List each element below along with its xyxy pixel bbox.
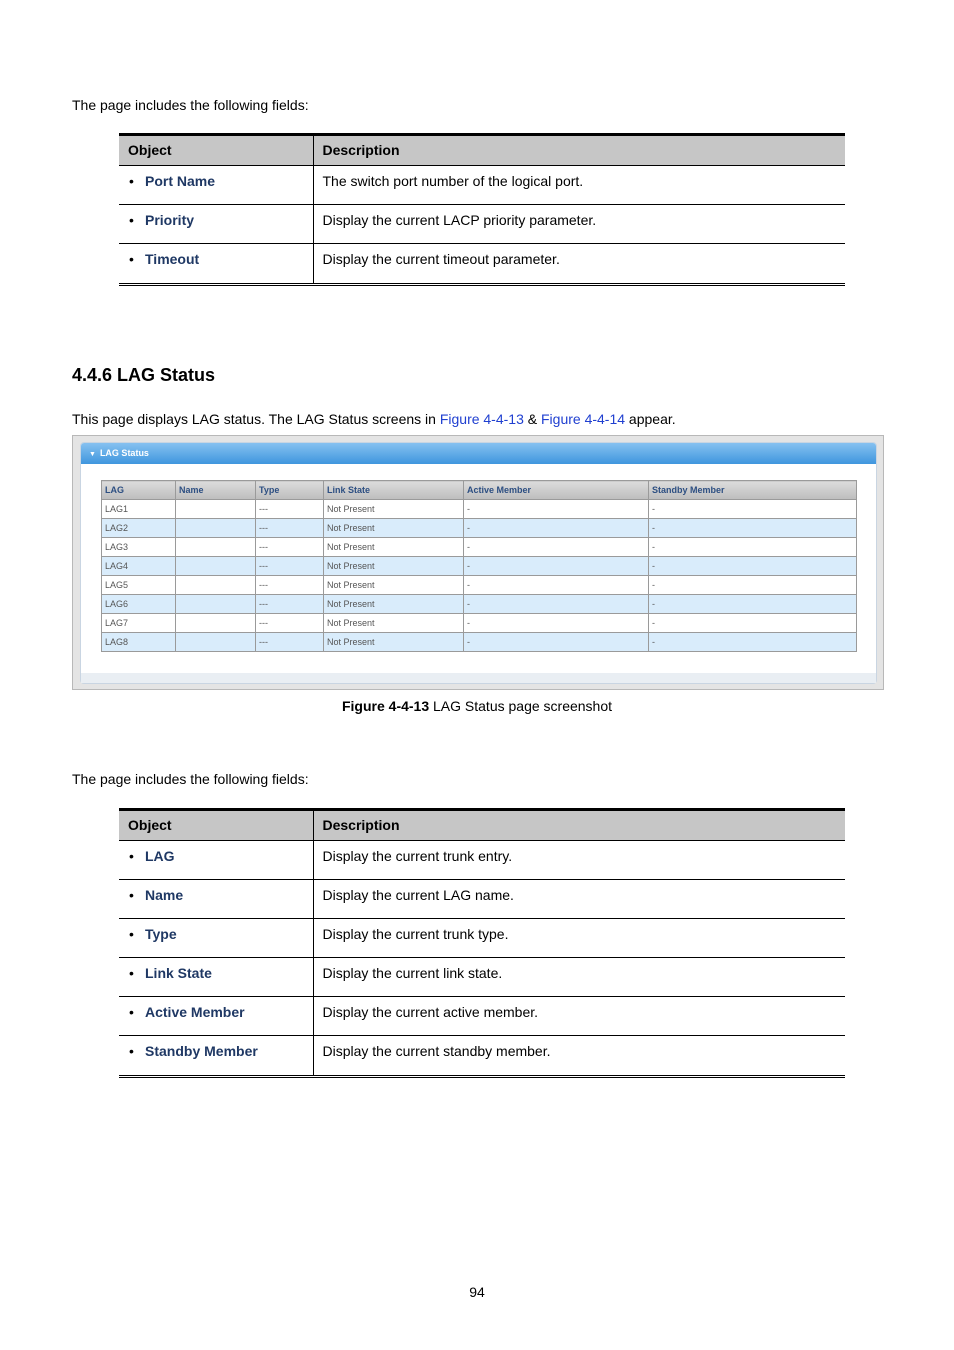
lag-cell: - bbox=[649, 519, 857, 538]
lag-status-panel bbox=[80, 442, 877, 684]
lag-col-header: Link State bbox=[324, 481, 464, 500]
bullet-icon: • bbox=[129, 887, 134, 903]
panel-title-bar[interactable] bbox=[81, 443, 876, 464]
object-name: Type bbox=[145, 926, 177, 942]
lag-cell: Not Present bbox=[324, 500, 464, 519]
lag-table-row bbox=[102, 614, 857, 633]
lag-cell: --- bbox=[256, 595, 324, 614]
lag-cell: LAG7 bbox=[102, 614, 176, 633]
lag-col-header: Name bbox=[176, 481, 256, 500]
object-name: Name bbox=[145, 887, 184, 903]
col-header-object: Object bbox=[119, 136, 313, 166]
lag-cell bbox=[176, 538, 256, 557]
figure-caption: Figure 4-4-13 LAG Status page screenshot bbox=[341, 698, 613, 714]
bullet-icon: • bbox=[129, 848, 134, 864]
lag-col-header: Active Member bbox=[464, 481, 649, 500]
lag-cell: - bbox=[464, 576, 649, 595]
panel-footer bbox=[81, 673, 876, 683]
bullet-icon: • bbox=[129, 926, 134, 942]
lag-col-header: LAG bbox=[102, 481, 176, 500]
table-row bbox=[119, 1036, 845, 1077]
lag-cell: --- bbox=[256, 519, 324, 538]
lag-cell: --- bbox=[256, 500, 324, 519]
lag-cell: LAG5 bbox=[102, 576, 176, 595]
object-description: The switch port number of the logical port. bbox=[313, 166, 845, 205]
lag-cell: Not Present bbox=[324, 519, 464, 538]
col-header-description: Description bbox=[313, 811, 845, 841]
lag-status-screenshot bbox=[72, 435, 884, 690]
table-row bbox=[119, 841, 845, 880]
collapse-triangle-icon[interactable]: ▼ bbox=[89, 451, 96, 458]
object-description: Display the current trunk type. bbox=[313, 919, 845, 958]
object-name: Port Name bbox=[145, 173, 216, 189]
lag-cell: LAG2 bbox=[102, 519, 176, 538]
object-name: Timeout bbox=[145, 251, 200, 267]
lag-cell: --- bbox=[256, 633, 324, 652]
lag-cell: Not Present bbox=[324, 633, 464, 652]
lag-cell: Not Present bbox=[324, 576, 464, 595]
lag-cell: --- bbox=[256, 538, 324, 557]
lag-cell bbox=[176, 576, 256, 595]
object-name: Link State bbox=[145, 965, 212, 981]
table-row bbox=[119, 880, 845, 919]
lag-cell: - bbox=[649, 614, 857, 633]
lag-cell: - bbox=[649, 557, 857, 576]
lag-cell bbox=[176, 595, 256, 614]
col-header-description: Description bbox=[313, 136, 845, 166]
table-row bbox=[119, 958, 845, 997]
lag-cell: - bbox=[464, 595, 649, 614]
object-description: Display the current trunk entry. bbox=[313, 841, 845, 880]
bullet-icon: • bbox=[129, 251, 134, 267]
lag-cell: LAG1 bbox=[102, 500, 176, 519]
page-number: 94 bbox=[469, 1284, 485, 1300]
fields-table-1 bbox=[119, 133, 845, 286]
lag-cell: - bbox=[464, 633, 649, 652]
intro-text-2: The page includes the following fields: bbox=[72, 771, 309, 787]
lag-cell: LAG4 bbox=[102, 557, 176, 576]
bullet-icon: • bbox=[129, 173, 134, 189]
lag-cell: - bbox=[649, 500, 857, 519]
object-description: Display the current active member. bbox=[313, 997, 845, 1036]
lag-cell: - bbox=[649, 633, 857, 652]
lag-cell: - bbox=[649, 595, 857, 614]
table-row bbox=[119, 166, 845, 205]
lag-col-header: Standby Member bbox=[649, 481, 857, 500]
lag-cell: - bbox=[464, 500, 649, 519]
object-name: Priority bbox=[145, 212, 195, 228]
object-name: Active Member bbox=[145, 1004, 245, 1020]
lag-cell: LAG8 bbox=[102, 633, 176, 652]
lag-cell: --- bbox=[256, 614, 324, 633]
lag-table-row bbox=[102, 595, 857, 614]
lag-table-row bbox=[102, 538, 857, 557]
bullet-icon: • bbox=[129, 965, 134, 981]
lag-table-row bbox=[102, 557, 857, 576]
fields-table-2 bbox=[119, 808, 845, 1078]
lag-cell: --- bbox=[256, 557, 324, 576]
lag-table-row bbox=[102, 519, 857, 538]
object-name: Standby Member bbox=[145, 1043, 258, 1059]
object-description: Display the current LAG name. bbox=[313, 880, 845, 919]
lag-cell: - bbox=[464, 614, 649, 633]
lag-cell: Not Present bbox=[324, 538, 464, 557]
col-header-object: Object bbox=[119, 811, 313, 841]
figure-link-1[interactable]: Figure 4-4-13 bbox=[439, 411, 524, 427]
lag-cell: Not Present bbox=[324, 614, 464, 633]
object-description: Display the current standby member. bbox=[313, 1036, 845, 1077]
lag-cell: LAG3 bbox=[102, 538, 176, 557]
object-description: Display the current link state. bbox=[313, 958, 845, 997]
lag-cell: - bbox=[464, 519, 649, 538]
figure-link-2[interactable]: Figure 4-4-14 bbox=[541, 411, 626, 427]
lag-col-header: Type bbox=[256, 481, 324, 500]
lag-cell: - bbox=[464, 557, 649, 576]
table-row bbox=[119, 997, 845, 1036]
section-heading: 4.4.6 LAG Status bbox=[72, 365, 216, 385]
table-row bbox=[119, 205, 845, 244]
lag-cell: - bbox=[649, 576, 857, 595]
lag-table-row bbox=[102, 576, 857, 595]
section-intro: This page displays LAG status. The LAG Status screens in Figure 4-4-13 & Figure 4-4-14 appear. bbox=[72, 411, 676, 427]
lag-cell: Not Present bbox=[324, 557, 464, 576]
object-name: LAG bbox=[145, 848, 175, 864]
lag-status-table bbox=[101, 480, 857, 652]
table-row bbox=[119, 919, 845, 958]
lag-cell: Not Present bbox=[324, 595, 464, 614]
lag-cell bbox=[176, 614, 256, 633]
lag-cell bbox=[176, 557, 256, 576]
panel-title: LAG Status bbox=[99, 448, 149, 458]
bullet-icon: • bbox=[129, 212, 134, 228]
lag-cell bbox=[176, 519, 256, 538]
lag-table-row bbox=[102, 633, 857, 652]
lag-cell: LAG6 bbox=[102, 595, 176, 614]
lag-cell: --- bbox=[256, 576, 324, 595]
object-description: Display the current LACP priority parameter. bbox=[313, 205, 845, 244]
lag-cell: - bbox=[649, 538, 857, 557]
lag-cell bbox=[176, 633, 256, 652]
bullet-icon: • bbox=[129, 1043, 134, 1059]
lag-cell: - bbox=[464, 538, 649, 557]
table-row bbox=[119, 244, 845, 285]
lag-cell bbox=[176, 500, 256, 519]
bullet-icon: • bbox=[129, 1004, 134, 1020]
object-description: Display the current timeout parameter. bbox=[313, 244, 845, 285]
lag-table-row bbox=[102, 500, 857, 519]
intro-text-1: The page includes the following fields: bbox=[72, 97, 309, 113]
